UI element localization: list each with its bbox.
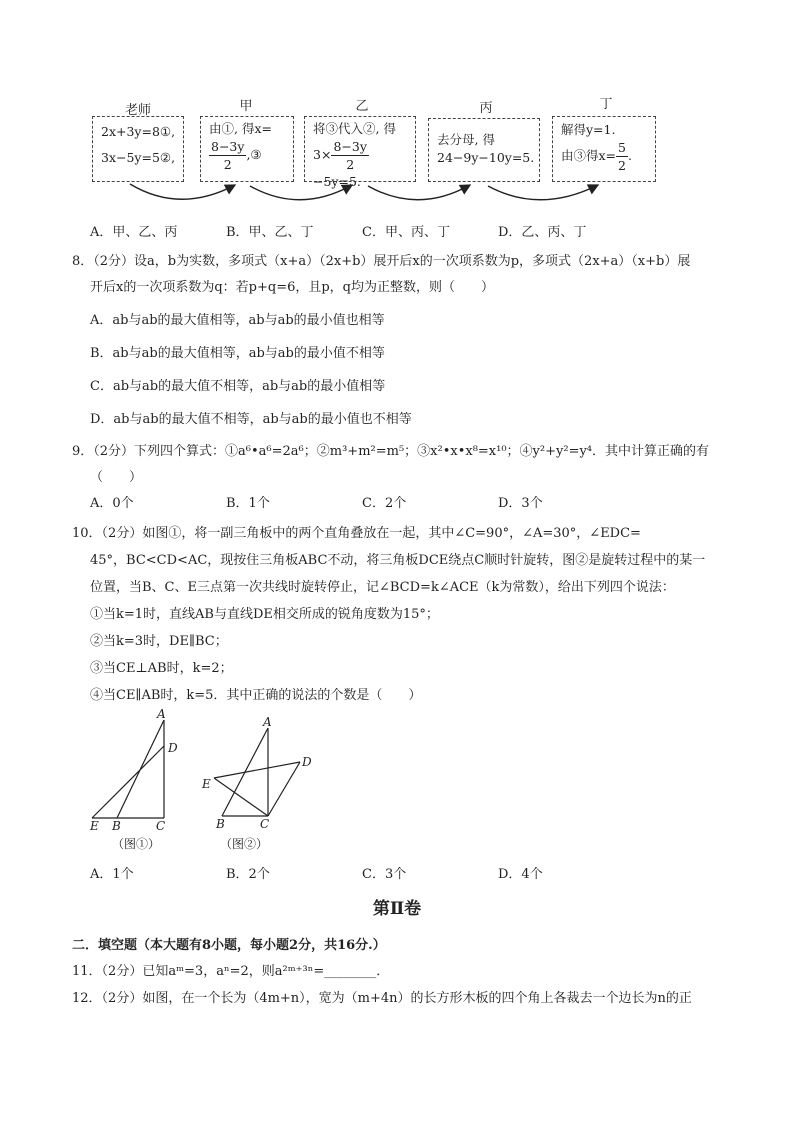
teacher-eq2: 3x−5y=5②, (101, 150, 176, 165)
q9-option-d[interactable]: D．3个 (498, 496, 543, 511)
fig2-side-ed (214, 762, 300, 778)
section2-heading: 二．填空题（本大题有8小题，每小题2分，共16分.） (72, 938, 386, 953)
fig1-side-ed (92, 746, 164, 818)
q8-option-c[interactable]: C．ab与ab的最大值不相等，ab与ab的最小值相等 (90, 379, 386, 394)
figure-1 (84, 706, 194, 856)
q8-option-b[interactable]: B．ab与ab的最大值相等，ab与ab的最小值不相等 (90, 346, 385, 361)
q10-line2: 45°，BC<CD<AC，现按住三角板ABC不动，将三角板DCE绕点C顺时针旋转，图②是旋转过程中的某一 (90, 553, 706, 568)
ding-line1: 解得y=1. (561, 122, 616, 137)
jia-den: 2 (223, 157, 232, 172)
q10-line6: ③当CE⊥AB时，k=2； (90, 661, 233, 676)
teacher-eq1: 2x+3y=8①, (101, 124, 176, 139)
q10-option-b[interactable]: B．2个 (226, 867, 270, 882)
fig1-point-b: B (112, 819, 121, 833)
q9-option-c[interactable]: C．2个 (362, 496, 407, 511)
fig1-point-c: C (156, 819, 166, 833)
yi-tail: −5y=5. (313, 174, 361, 189)
q8-option-a[interactable]: A．ab与ab的最大值相等，ab与ab的最小值也相等 (90, 313, 385, 328)
fig2-point-b: B (216, 817, 225, 831)
q10-option-c[interactable]: C．3个 (362, 867, 407, 882)
q10-line5: ②当k=3时，DE∥BC； (90, 634, 228, 649)
yi-line1: 将③代入②, 得 (313, 121, 396, 136)
q12-line: 12．（2分）如图，在一个长为（4m+n），宽为（m+4n）的长方形木板的四个角上各裁去一个边长为n的正 (72, 991, 692, 1006)
jia-num: 8−3y (211, 139, 245, 154)
fig2-point-e: E (202, 777, 211, 791)
arrow-bing-ding (488, 185, 598, 200)
q10-line3: 位置，当B、C、E三点第一次共线时旋转停止，记∠BCD=k∠ACE（k为常数），给出下列四个说法： (90, 580, 675, 595)
yi-den: 2 (346, 157, 355, 172)
fig2-point-d: D (302, 755, 312, 769)
ding-num: 5 (618, 140, 626, 155)
flow-arrows (0, 0, 794, 220)
fig2-point-c: C (260, 817, 270, 831)
q7-option-a[interactable]: A．甲、乙、丙 (90, 225, 178, 240)
fig1-point-e: E (90, 819, 99, 833)
flow-label-bing: 丙 (479, 101, 493, 116)
q9-option-b[interactable]: B．1个 (226, 496, 270, 511)
bing-line2: 24−9y−10y=5. (437, 150, 535, 165)
q9-line1: 9．（2分）下列四个算式：①a⁶•a⁶=2a⁶；②m³+m²=m⁵；③x²•x•x⁸=x¹⁰；④y²+y²=y⁴．其中计算正确的有 (72, 444, 710, 459)
flow-label-jia: 甲 (239, 99, 253, 114)
q8-line2: 开后x的一次项系数为q：若p+q=6，且p，q均为正整数，则（ ） (90, 280, 494, 295)
figure-2 (196, 706, 326, 856)
flow-label-ding: 丁 (599, 97, 613, 112)
fig2-side-ec (214, 778, 268, 816)
q7-option-b[interactable]: B．甲、乙、丁 (226, 225, 314, 240)
q7-option-d[interactable]: D．乙、丙、丁 (498, 225, 587, 240)
arrow-yi-bing (368, 185, 470, 200)
flow-label-yi: 乙 (355, 99, 369, 114)
fig2-point-a: A (263, 715, 272, 729)
q9-option-a[interactable]: A．0个 (90, 496, 134, 511)
fig2-caption: （图②） (220, 837, 269, 851)
q8-line1: 8．（2分）设a，b为实数，多项式（x+a）（2x+b）展开后x的一次项系数为p，多项式（2x+a）（x+b）展 (72, 254, 691, 269)
q10-line7: ④当CE∥AB时，k=5．其中正确的说法的个数是（ ） (90, 688, 422, 703)
bing-line1: 去分母, 得 (437, 132, 495, 147)
ding-tail: . (627, 148, 632, 163)
fig1-point-a: A (157, 707, 166, 721)
ding-pre: 由③得x= (561, 148, 617, 163)
fig1-caption: （图①） (112, 837, 161, 851)
section-title: 第Ⅱ卷 (372, 899, 422, 919)
ding-den: 2 (618, 158, 626, 173)
q10-option-d[interactable]: D．4个 (498, 867, 543, 882)
q10-option-a[interactable]: A．1个 (90, 867, 134, 882)
arrow-jia-yi (250, 185, 352, 200)
arrow-teacher-jia (130, 184, 235, 199)
yi-pre: 3× (313, 147, 332, 162)
q9-line2: （ ） (90, 470, 143, 485)
flow-label-teacher: 老师 (124, 103, 151, 118)
q10-line4: ①当k=1时，直线AB与直线DE相交所成的锐角度数为15°； (90, 607, 439, 622)
fig2-side-dc (268, 762, 300, 816)
jia-tail: ,③ (246, 147, 262, 162)
jia-line1: 由①, 得x= (209, 121, 272, 136)
yi-num: 8−3y (333, 139, 367, 154)
fig1-point-d: D (168, 741, 178, 755)
q11-line: 11．（2分）已知aᵐ=3，aⁿ=2，则a²ᵐ⁺³ⁿ=________． (72, 964, 390, 979)
q10-line1: 10．（2分）如图①，将一副三角板中的两个直角叠放在一起，其中∠C=90°，∠A=30°，∠EDC= (72, 526, 641, 541)
q8-option-d[interactable]: D．ab与ab的最大值不相等，ab与ab的最小值也不相等 (90, 412, 412, 427)
q7-option-c[interactable]: C．甲、丙、丁 (362, 225, 450, 240)
